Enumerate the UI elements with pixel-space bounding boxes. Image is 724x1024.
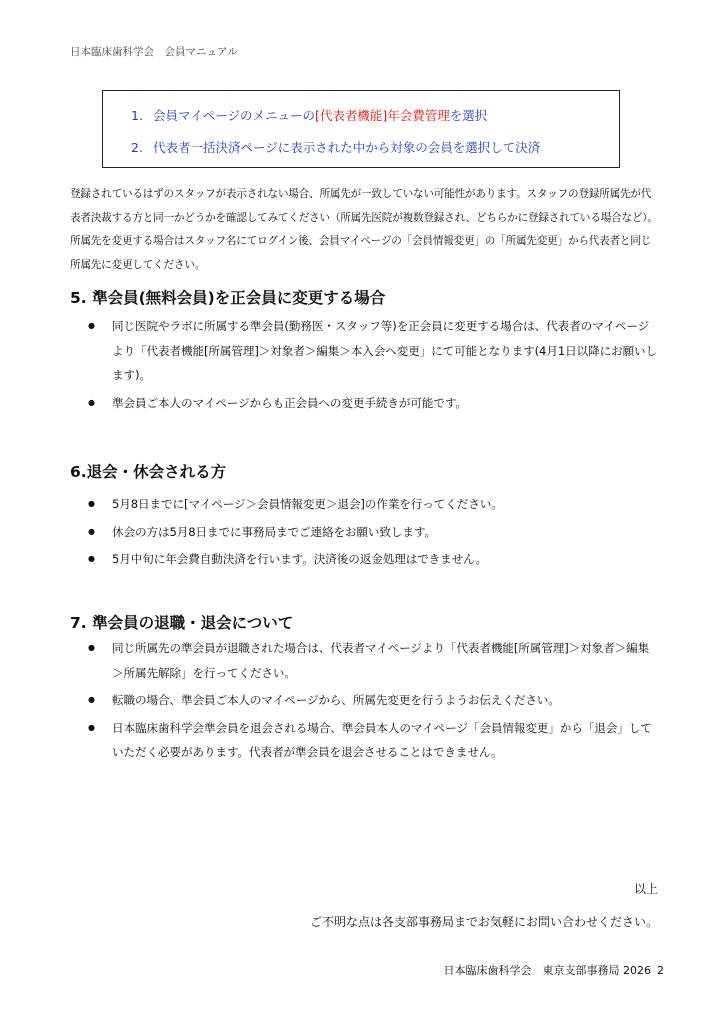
section-5-title: 5. 準会員(無料会員)を正会員に変更する場合 — [70, 289, 386, 307]
step-1-highlight: [代表者機能]年会費管理 — [315, 108, 450, 123]
list-item: ● 5月8日までに[マイページ＞会員情報変更＞退会]の作業を行ってください。 — [70, 492, 660, 517]
list-item: ● 休会の方は5月8日までに事務局までご連絡をお願い致します。 — [70, 520, 660, 545]
page-number: 2 — [657, 964, 664, 977]
step-2-number: 2. — [131, 140, 143, 155]
section-7-title: 7. 準会員の退職・退会について — [70, 614, 294, 632]
list-item: ● 準会員ご本人のマイページからも正会員への変更手続きが可能です。 — [70, 391, 660, 416]
list-item: ● 転職の場合、準会員ご本人のマイページから、所属先変更を行うようお伝えください。 — [70, 688, 660, 713]
step-1-post: を選択 — [449, 108, 488, 123]
page-footer — [444, 962, 665, 978]
step-2 — [131, 138, 540, 156]
footer-office: 日本臨床歯科学会 東京支部事務局 2026 — [443, 964, 651, 977]
closing-end: 以上 — [633, 882, 658, 896]
step-2-text: 代表者一括決済ページに表示された中から対象の会員を選択して決済 — [153, 140, 541, 155]
list-item: ● 同じ医院やラボに所属する準会員(勤務医・スタッフ等)を正会員に変更する場合は、代表者のマイページより「代表者機能[所属管理]＞対象者＞編集＞本入会へ変更」にて可能となります(4月1日以降にお願いします)。 — [70, 314, 660, 388]
step-1-number: 1. — [131, 108, 143, 123]
list-item: ● 同じ所属先の準会員が退職された場合は、代表者マイページより「代表者機能[所属管理]＞対象者＞編集＞所属先解除」を行ってください。 — [70, 636, 660, 685]
staff-note-paragraph: 登録されているはずのスタッフが表示されない場合、所属先が一致していない可能性があります。スタッフの登録所属先が代表者決裁する方と同一かどうかを確認してみてください（所属先医院が複数登録され、どちらかに登録されている場合など）。所属先を変更する場合はスタッフ名にてログイン後、会員マイページの「会員情報変更」の「所属先変更」から代表者と同じ所属先に変更してください。 — [70, 188, 658, 271]
section-6-list — [70, 492, 660, 575]
step-1-pre: 会員マイページのメニューの — [153, 108, 316, 123]
page-header: 日本臨床歯科学会 会員マニュアル — [70, 46, 238, 58]
section-5-list — [70, 314, 660, 418]
section-7-list — [70, 636, 660, 768]
steps-box — [102, 90, 620, 168]
closing-inquiry: ご不明な点は各支部事務局までお気軽にお問い合わせください。 — [309, 915, 658, 929]
step-1 — [131, 106, 487, 124]
section-6-title: 6.退会・休会される方 — [70, 463, 227, 481]
list-item: ● 日本臨床歯科学会準会員を退会される場合、準会員本人のマイページ「会員情報変更」から「退会」していただく必要があります。代表者が準会員を退会させることはできません。 — [70, 716, 660, 765]
list-item: ● 5月中旬に年会費自動決済を行います。決済後の返金処理はできません。 — [70, 547, 660, 572]
